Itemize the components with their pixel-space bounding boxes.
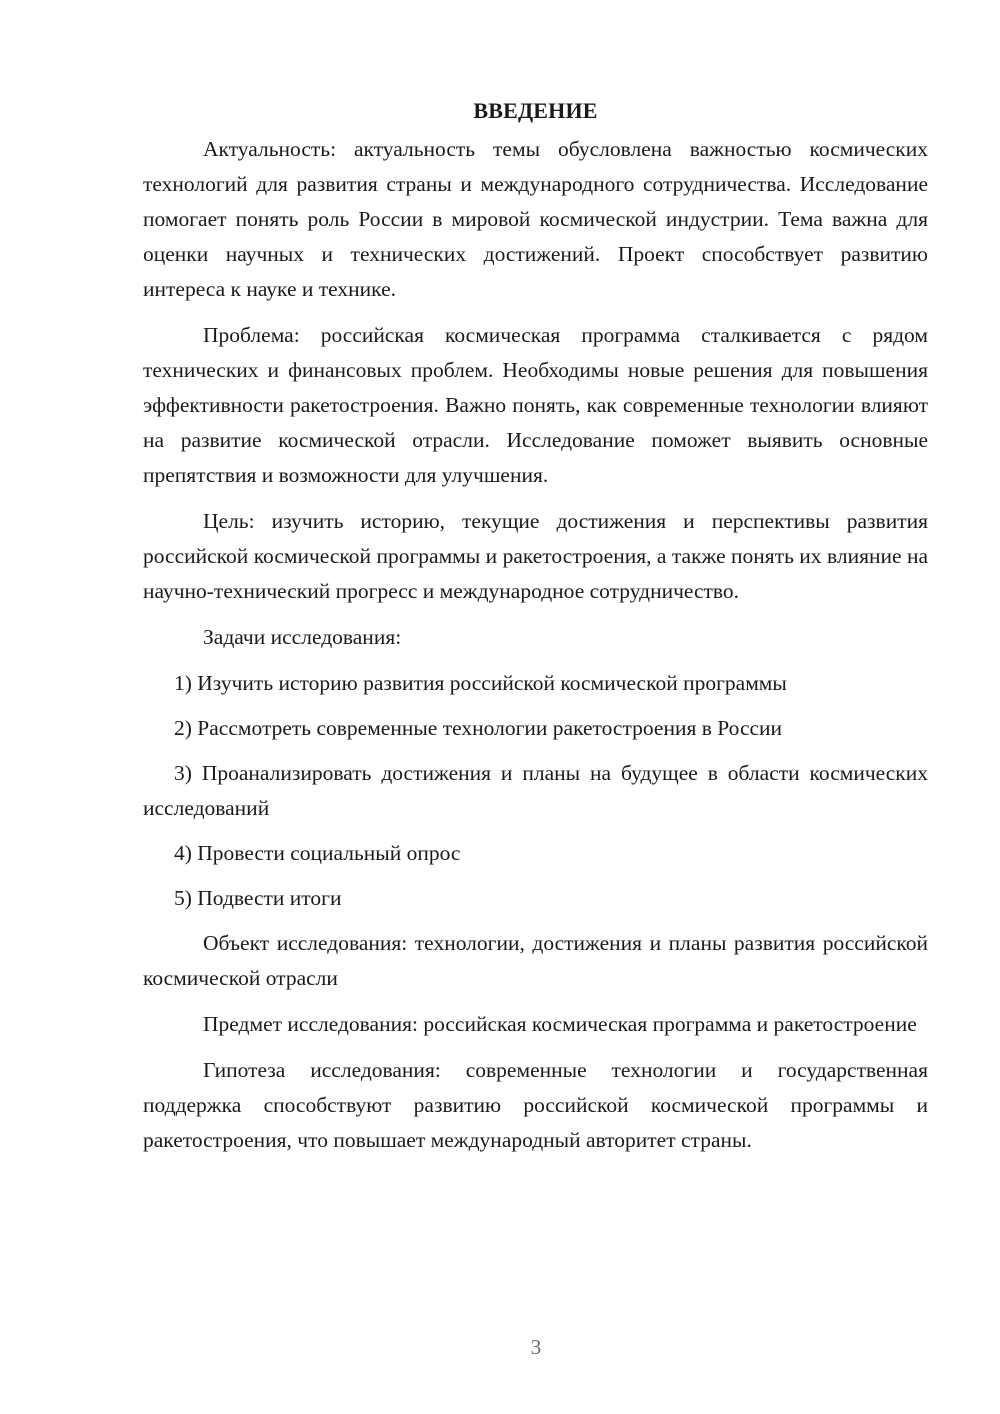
page-number: 3 <box>530 1335 542 1359</box>
task-item-5: 5) Подвести итоги <box>174 886 342 910</box>
paragraph-subject: Предмет исследования: российская космическая программа и ракетостроение <box>203 1012 917 1036</box>
task-item-4: 4) Провести социальный опрос <box>174 841 461 865</box>
task-item-3: 3) Проанализировать достижения и планы на будущее в области космических исследований <box>143 761 928 820</box>
paragraph-goal: Цель: изучить историю, текущие достижения и перспективы развития российской космической программы и ракетостроения, а также понять их влияние на научно-технический прогресс и международное сотрудничество. <box>143 509 928 603</box>
paragraph-tasks-title: Задачи исследования: <box>203 625 402 649</box>
paragraph-relevance: Актуальность: актуальность темы обусловлена важностью космических технологий для развития страны и международного сотрудничества. Исследование помогает понять роль России в мировой космической индустрии. Тема важна для оценки научных и технических достижений. Проект способствует развитию интереса к науке и технике. <box>143 137 928 301</box>
paragraph-object: Объект исследования: технологии, достижения и планы развития российской космической отрасли <box>143 931 928 990</box>
document-page <box>143 96 928 1169</box>
task-item-1: 1) Изучить историю развития российской космической программы <box>174 671 787 695</box>
paragraph-problem: Проблема: российская космическая программа сталкивается с рядом технических и финансовых проблем. Необходимы новые решения для повышения эффективности ракетостроения. Важно понять, как современные технологии влияют на развитие космической отрасли. Исследование поможет выявить основные препятствия и возможности для улучшения. <box>143 323 928 487</box>
paragraph-hypothesis: Гипотеза исследования: современные технологии и государственная поддержка способствуют развитию российской космической программы и ракетостроения, что повышает международный авторитет страны. <box>143 1058 928 1152</box>
section-heading: ВВЕДЕНИЕ <box>473 98 598 123</box>
task-item-2: 2) Рассмотреть современные технологии ракетостроения в России <box>174 716 783 740</box>
